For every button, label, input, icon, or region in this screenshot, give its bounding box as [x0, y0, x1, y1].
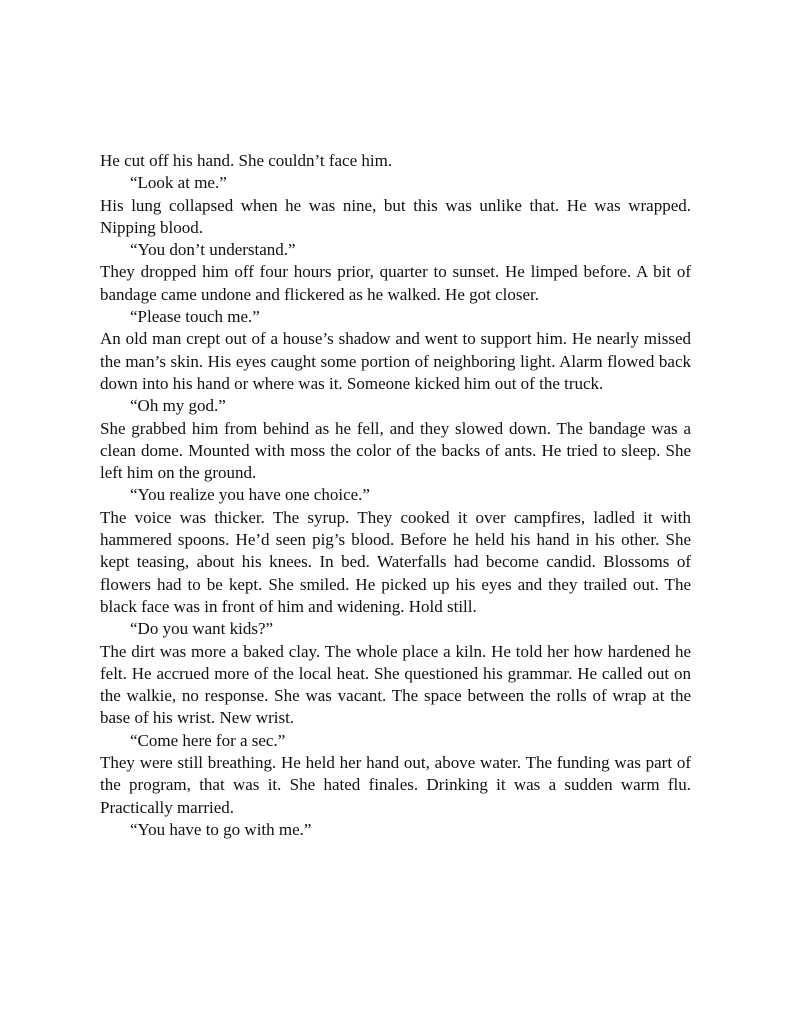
- prose-paragraph: An old man crept out of a house’s shadow and went to support him. He nearly missed the man’s skin. His eyes caught some portion of neighboring light. Alarm flowed back down into his hand or where was it. Someone kicked him out of the truck.: [100, 329, 691, 393]
- prose-paragraph: He cut off his hand. She couldn’t face him.: [100, 151, 393, 170]
- dialogue-line: “You have to go with me.”: [130, 819, 312, 839]
- dialogue-line: “Do you want kids?”: [130, 619, 274, 639]
- prose-paragraph: She grabbed him from behind as he fell, and they slowed down. The bandage was a clean dome. Mounted with moss the color of the backs of ants. He tried to sleep. She left him on the ground.: [100, 418, 691, 483]
- prose-paragraph: His lung collapsed when he was nine, but this was unlike that. He was wrapped. Nipping blood.: [100, 195, 691, 237]
- dialogue-line: “Please touch me.”: [130, 307, 260, 327]
- prose-paragraph: The voice was thicker. The syrup. They cooked it over campfires, ladled it with hammered spoons. He’d seen pig’s blood. Before he held his hand in his other. She kept teasing, about his knees. In bed. Waterfalls had become candid. Blossoms of flowers had to be kept. She smiled. He picked up his eyes and they trailed out. The black face was in front of him and widening. Hold still.: [100, 507, 691, 616]
- prose-paragraph: The dirt was more a baked clay. The whole place a kiln. He told her how hardened he felt. He accrued more of the local heat. She questioned his grammar. He called out on the walkie, no response. She was vacant. The space between the rolls of wrap at the base of his wrist. New wrist.: [100, 641, 691, 728]
- dialogue-line: “Come here for a sec.”: [130, 730, 286, 750]
- dialogue-line: “You don’t understand.”: [130, 240, 296, 260]
- prose-paragraph: They were still breathing. He held her hand out, above water. The funding was part of the program, that was it. She hated finales. Drinking it was a sudden warm flu. Practically married.: [100, 753, 691, 817]
- dialogue-line: “You realize you have one choice.”: [130, 485, 370, 505]
- story-text: [100, 150, 691, 841]
- dialogue-line: “Oh my god.”: [130, 396, 226, 416]
- dialogue-line: “Look at me.”: [130, 173, 227, 193]
- prose-paragraph: They dropped him off four hours prior, quarter to sunset. He limped before. A bit of bandage came undone and flickered as he walked. He got closer.: [100, 262, 691, 304]
